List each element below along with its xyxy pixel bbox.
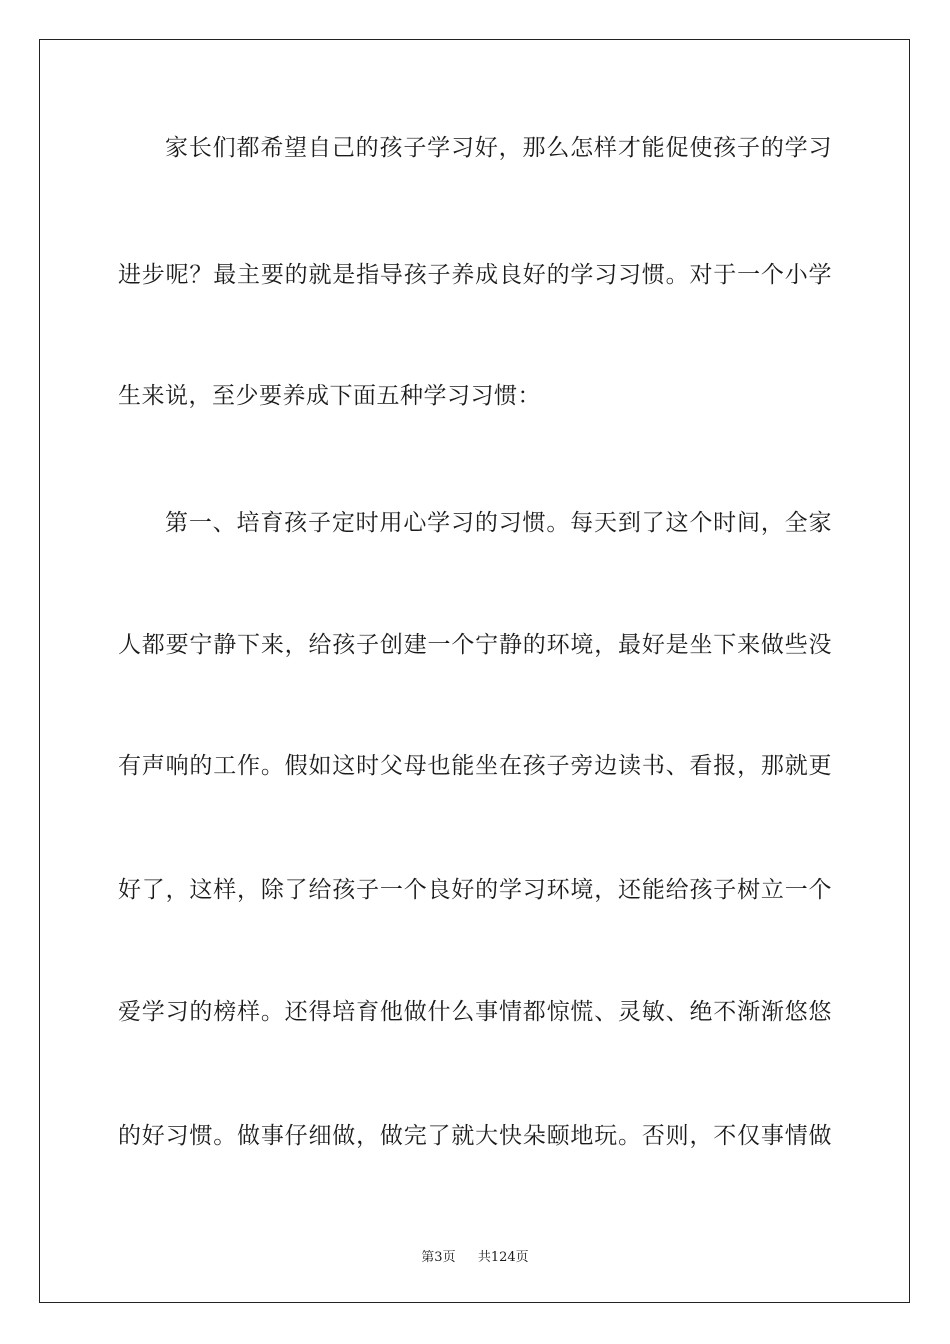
paragraph-2-line-2: 人都要宁静下来，给孩子创建一个宁静的环境，最好是坐下来做些没: [118, 632, 832, 658]
paragraph-1-line-2: 进步呢？最主要的就是指导孩子养成良好的学习习惯。对于一个小学: [118, 262, 832, 288]
paragraph-2-line-1: 第一、培育孩子定时用心学习的习惯。每天到了这个时间，全家: [165, 510, 832, 536]
paragraph-1-line-3: 生来说，至少要养成下面五种学习习惯：: [118, 383, 541, 409]
page-footer: [0, 1246, 950, 1265]
paragraph-2-line-5: 爱学习的榜样。还得培育他做什么事情都惊慌、灵敏、绝不渐渐悠悠: [118, 999, 832, 1025]
page-number: 第3页: [421, 1250, 456, 1265]
total-pages: 共124页: [477, 1250, 529, 1265]
paragraph-2-line-3: 有声响的工作。假如这时父母也能坐在孩子旁边读书、看报，那就更: [118, 753, 832, 779]
paragraph-1-line-1: 家长们都希望自己的孩子学习好，那么怎样才能促使孩子的学习: [165, 135, 832, 161]
paragraph-2-line-6: 的好习惯。做事仔细做，做完了就大快朵颐地玩。否则，不仅事情做: [118, 1123, 832, 1149]
page-border: [39, 39, 910, 1303]
paragraph-2-line-4: 好了，这样，除了给孩子一个良好的学习环境，还能给孩子树立一个: [118, 877, 832, 903]
